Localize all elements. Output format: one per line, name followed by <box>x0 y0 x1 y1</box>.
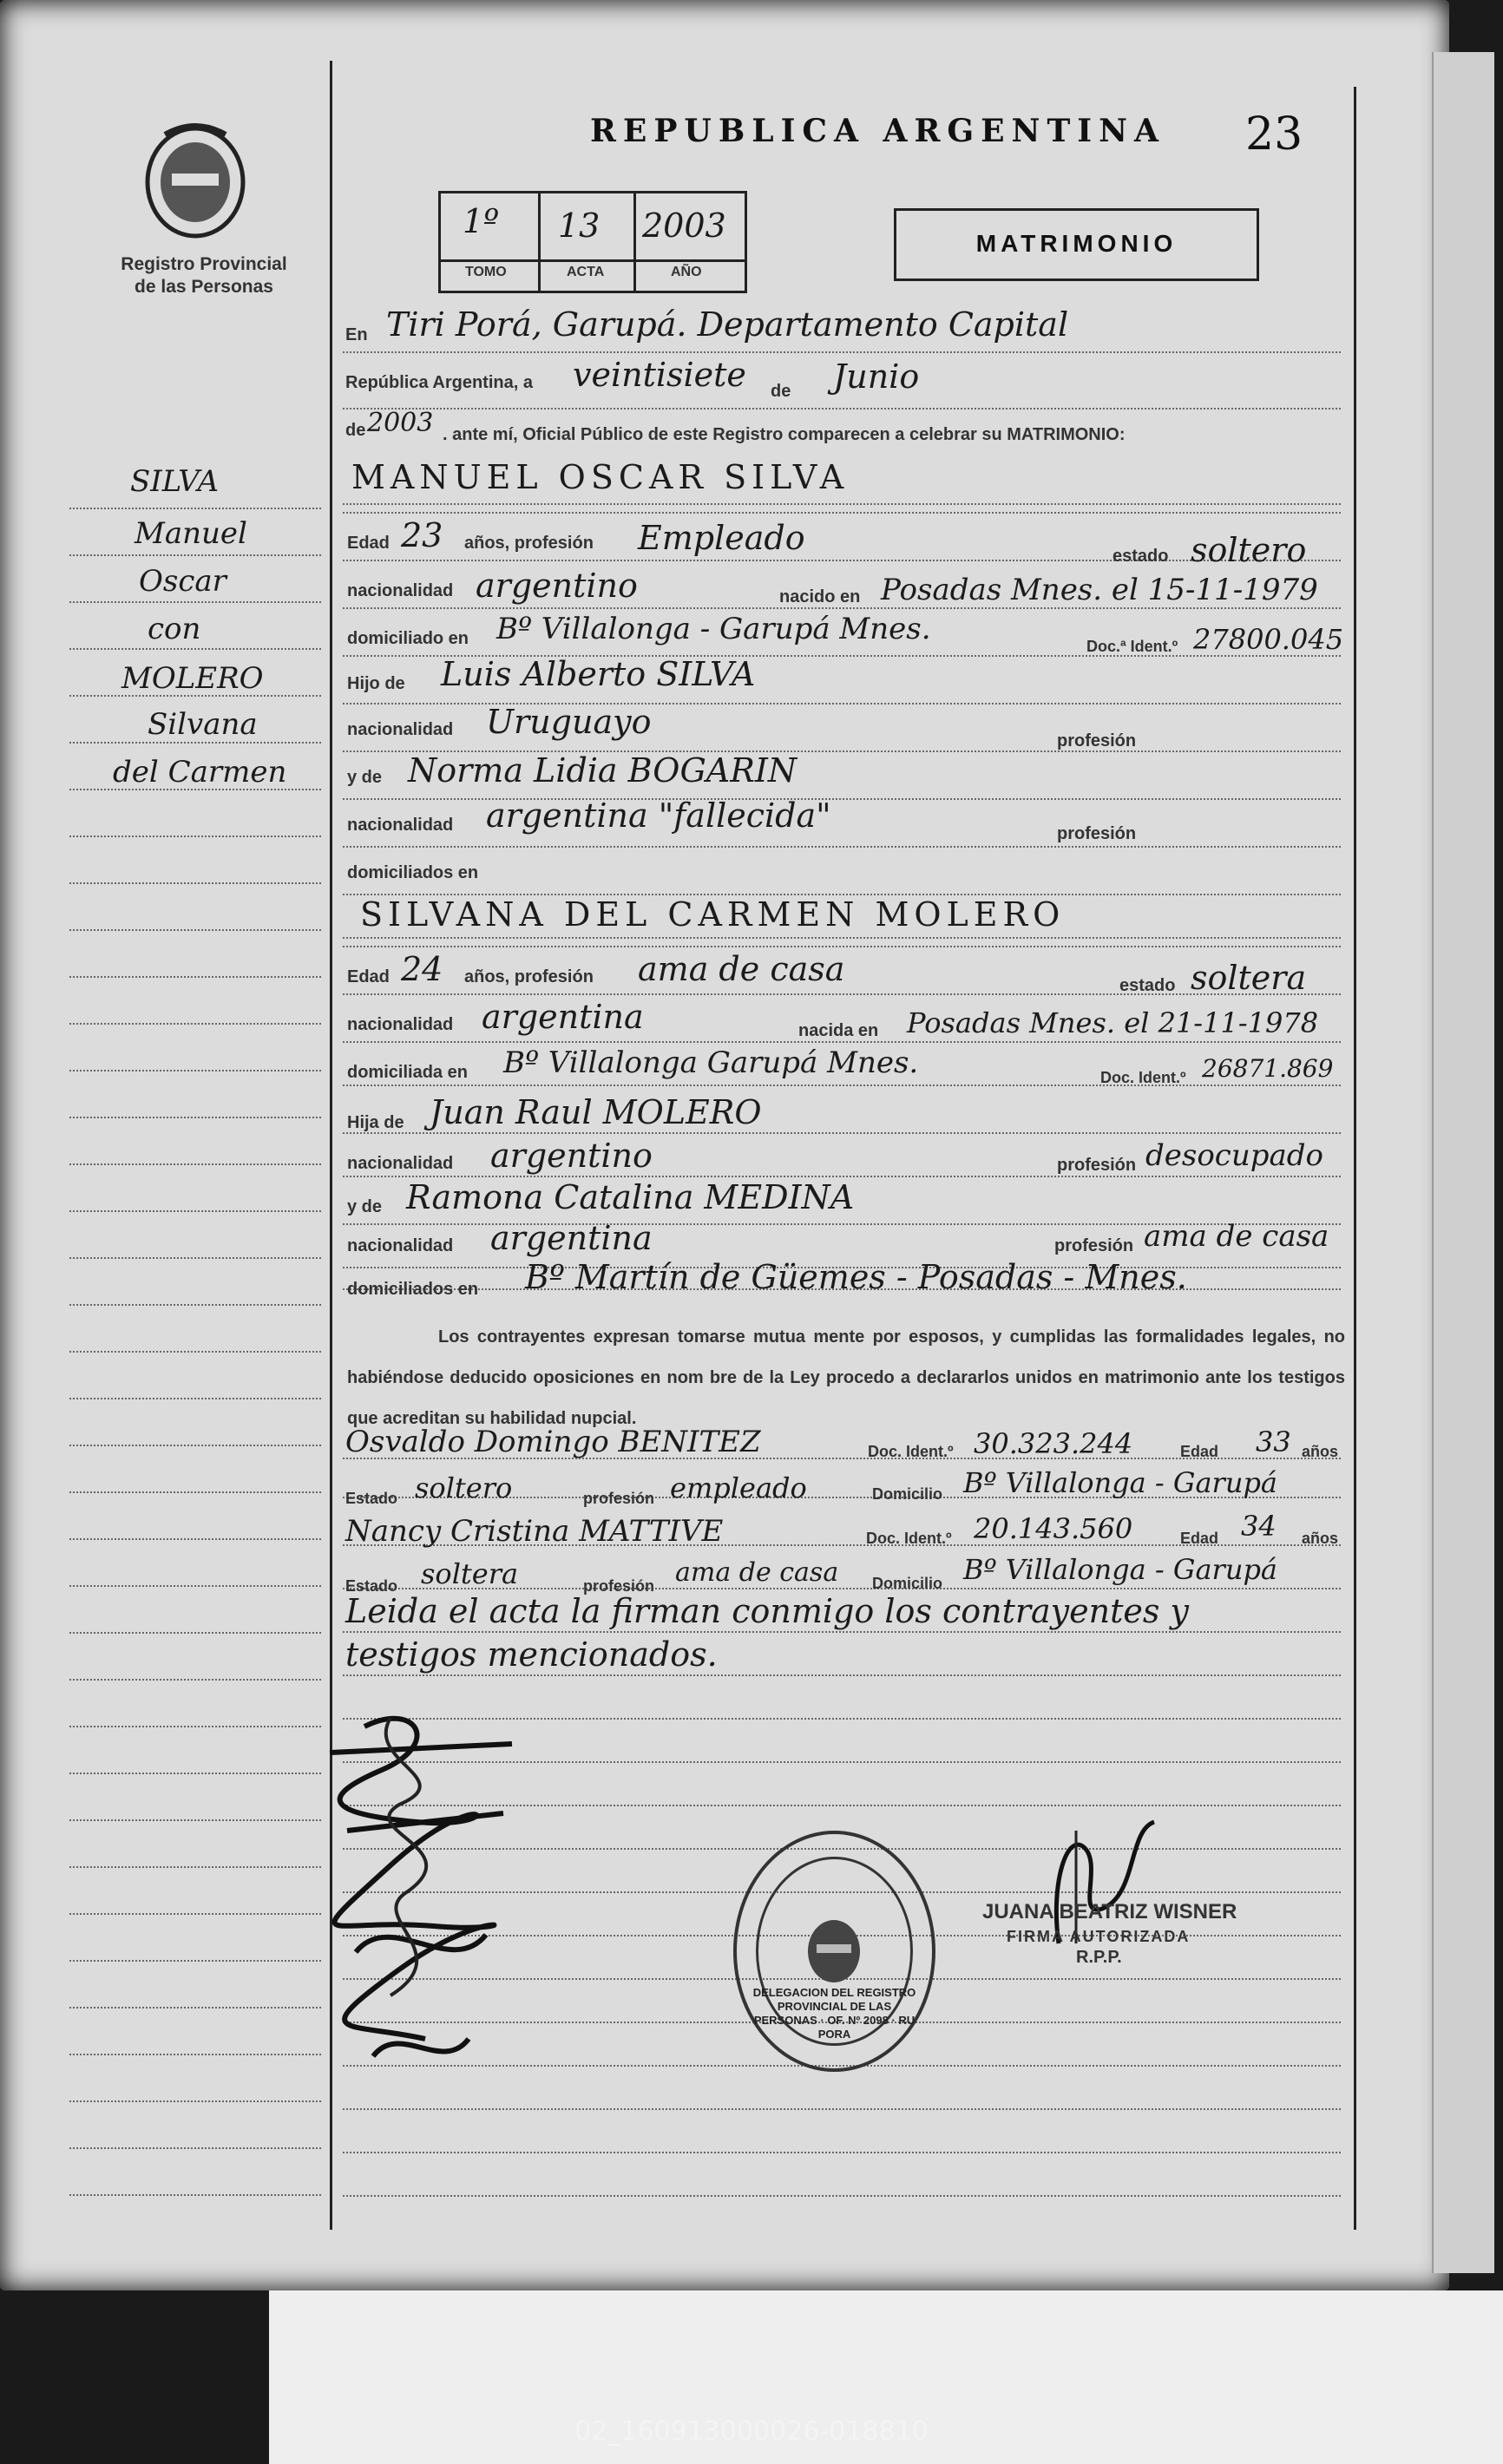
bride-nacionalidad: argentina <box>482 998 644 1036</box>
certificate-type-box <box>894 208 1259 281</box>
groom-nacido: Posadas Mnes. el 15-11-1979 <box>881 573 1318 607</box>
margin-rule <box>69 1351 321 1353</box>
form-rule <box>343 512 1341 514</box>
witness1-doc-label: Doc. Ident.º <box>868 1443 954 1460</box>
margin-rule <box>69 1398 321 1399</box>
margin-note-line: con <box>148 612 201 646</box>
form-rule <box>343 1631 1341 1633</box>
margin-rule <box>69 554 321 556</box>
margin-rule <box>69 1023 321 1025</box>
witness2-name: Nancy Cristina MATTIVE <box>345 1514 724 1549</box>
margin-rule <box>69 1866 321 1868</box>
form-rule <box>343 607 1341 609</box>
margin-note-line: MOLERO <box>121 661 264 696</box>
bride-nacida-label: nacida en <box>798 1021 879 1040</box>
bride-hija-label: Hija de <box>347 1113 404 1132</box>
form-rule <box>343 846 1341 848</box>
official-title: FIRMA AUTORIZADA <box>1007 1928 1191 1945</box>
witness1-prof: empleado <box>670 1471 807 1504</box>
margin-rule <box>69 976 321 978</box>
ceremony-place: Tiri Porá, Garupá. Departamento Capital <box>386 305 1069 344</box>
bride-domiciliados-label: domiciliados en <box>347 1280 479 1299</box>
certificate-type: MATRIMONIO <box>975 230 1178 257</box>
form-rule <box>343 1132 1341 1134</box>
groom-mother-label: y de <box>347 768 383 787</box>
groom-father-nac: Uruguayo <box>486 703 652 741</box>
bride-nacida: Posadas Mnes. el 21-11-1978 <box>907 1006 1319 1039</box>
witness2-prof-label: profesión <box>583 1577 655 1595</box>
bride-father-prof: desocupado <box>1145 1138 1324 1173</box>
tomo-label: TOMO <box>465 265 507 279</box>
margin-rule <box>69 1445 321 1446</box>
bride-domicilio: Bº Villalonga Garupá Mnes. <box>503 1045 919 1080</box>
bride-father: Juan Raul MOLERO <box>430 1093 762 1131</box>
record-box <box>438 191 747 293</box>
ceremony-year: 2003 <box>367 408 434 438</box>
tomo-value: 1º <box>463 202 500 240</box>
ano-value: 2003 <box>642 206 726 245</box>
form-rule <box>343 1041 1341 1043</box>
groom-edad: 23 <box>401 516 443 554</box>
groom-doc-label: Doc.ª Ident.º <box>1086 638 1178 655</box>
margin-note-line: Oscar <box>139 564 226 599</box>
margin-rule <box>69 695 321 697</box>
witness2-domicilio-label: Domicilio <box>872 1575 943 1592</box>
witness2-estado-label: Estado <box>345 1577 398 1595</box>
form-rule <box>343 1674 1341 1676</box>
month-de-label: de <box>771 382 791 401</box>
witness2-doc-label: Doc. Ident.º <box>866 1530 952 1547</box>
witness1-domicilio: Bº Villalonga - Garupá <box>963 1466 1277 1499</box>
bride-name: SILVANA DEL CARMEN MOLERO <box>360 895 1066 934</box>
groom-father-nac-label: nacionalidad <box>347 720 454 739</box>
margin-note-line: Silvana <box>148 707 258 742</box>
closing-line-2: testigos mencionados. <box>345 1635 718 1674</box>
margin-rule <box>69 1773 321 1774</box>
form-rule <box>343 2108 1341 2110</box>
witness2-prof: ama de casa <box>675 1557 839 1588</box>
groom-mother-nac-label: nacionalidad <box>347 816 454 835</box>
witness1-prof-label: profesión <box>583 1490 655 1507</box>
ano-label: AÑO <box>671 265 702 279</box>
groom-estado: soltero <box>1191 531 1307 569</box>
witness1-name: Osvaldo Domingo BENITEZ <box>345 1425 761 1459</box>
margin-rule <box>69 1726 321 1727</box>
witness2-edad: 34 <box>1241 1510 1277 1543</box>
margin-rule <box>69 2147 321 2149</box>
margin-rule <box>69 2194 321 2196</box>
groom-domicilio: Bº Villalonga - Garupá Mnes. <box>496 612 931 646</box>
form-rule <box>343 351 1341 353</box>
bride-profesion-label: años, profesión <box>464 967 594 986</box>
margin-rule <box>69 1960 321 1962</box>
signature-scribble <box>312 1692 538 2100</box>
bride-estado: soltera <box>1191 959 1307 997</box>
groom-mother-nac: argentina "fallecida" <box>486 796 831 835</box>
bride-mother-nac-label: nacionalidad <box>347 1236 454 1255</box>
groom-domiciliados-label: domiciliados en <box>347 863 479 882</box>
intro-statement: . ante mí, Oficial Público de este Registro comparecen a celebrar su MATRIMONIO: <box>443 425 1126 444</box>
margin-rule <box>69 1585 321 1587</box>
bride-domiciliados: Bº Martín de Güemes - Posadas - Mnes. <box>525 1258 1187 1296</box>
groom-estado-label: estado <box>1112 547 1169 566</box>
margin-rule <box>69 882 321 884</box>
witness2-edad-label: Edad <box>1180 1530 1219 1547</box>
margin-rule <box>69 929 321 931</box>
margin-note-line: SILVA <box>130 464 220 499</box>
ceremony-day: veintisiete <box>573 356 746 394</box>
registry-name: Registro Provincial de las Personas <box>121 254 287 297</box>
witness1-edad: 33 <box>1256 1425 1291 1458</box>
form-rule <box>343 408 1341 410</box>
margin-rule <box>69 2007 321 2009</box>
seal-text: DELEGACION DEL REGISTRO PROVINCIAL DE LAS PERSONAS · OF. Nº 2098 · RU PORA <box>752 1986 916 2041</box>
page-number: 23 <box>1245 108 1303 161</box>
closing-line-1: Leida el acta la firman conmigo los contrayentes y <box>345 1592 1189 1630</box>
seal-crest-icon <box>804 1917 864 1986</box>
page-edge <box>1432 52 1494 2273</box>
registry-seal <box>733 1831 935 2072</box>
margin-rule <box>69 1491 321 1493</box>
margin-rule <box>69 1163 321 1165</box>
margin-rule <box>69 2100 321 2102</box>
margin-rule <box>69 1819 321 1821</box>
groom-edad-label: Edad <box>347 534 390 553</box>
bride-father-nac: argentino <box>490 1137 653 1175</box>
margin-rule <box>69 789 321 790</box>
witness1-estado: soltero <box>415 1471 513 1504</box>
file-caption: 02_160913000026-018810 <box>574 2416 929 2447</box>
year-de-label: de <box>345 421 366 440</box>
bride-profesion: ama de casa <box>638 950 845 988</box>
margin-rule <box>69 1117 321 1118</box>
bride-nac-label: nacionalidad <box>347 1015 454 1034</box>
bride-doc-label: Doc. Ident.º <box>1100 1069 1186 1086</box>
witness1-edad-label: Edad <box>1180 1443 1219 1460</box>
bride-father-nac-label: nacionalidad <box>347 1154 454 1173</box>
bride-father-prof-label: profesión <box>1057 1156 1137 1175</box>
margin-rule <box>69 1257 321 1259</box>
groom-mother-prof-label: profesión <box>1057 824 1137 843</box>
republic-label: República Argentina, a <box>345 373 533 392</box>
groom-profesion: Empleado <box>638 519 805 557</box>
groom-nacionalidad: argentino <box>476 567 638 605</box>
groom-hijo-label: Hijo de <box>347 674 405 693</box>
right-border <box>1354 87 1356 2230</box>
official-name: JUANA BEATRIZ WISNER <box>982 1900 1237 1923</box>
bride-edad: 24 <box>401 950 443 988</box>
margin-rule <box>69 1304 321 1306</box>
margin-rule <box>69 1679 321 1681</box>
ceremony-month: Junio <box>833 357 920 396</box>
form-rule <box>343 503 1341 505</box>
margin-rule <box>69 1070 321 1071</box>
bride-mother-prof-label: profesión <box>1054 1236 1134 1255</box>
bride-mother-nac: argentina <box>490 1219 653 1257</box>
official-org: R.P.P. <box>1076 1948 1122 1967</box>
groom-name: MANUEL OSCAR SILVA <box>351 458 850 496</box>
margin-rule <box>69 2054 321 2055</box>
groom-father: Luis Alberto SILVA <box>441 655 756 693</box>
provincial-crest-icon <box>139 121 252 243</box>
groom-doc: 27800.045 <box>1193 623 1344 656</box>
groom-profesion-label: años, profesión <box>464 534 594 553</box>
margin-rule <box>69 836 321 837</box>
witness1-anos-label: años <box>1302 1443 1339 1460</box>
margin-note-line: Manuel <box>135 516 247 551</box>
groom-nacido-label: nacido en <box>779 587 861 606</box>
form-rule <box>343 1085 1341 1086</box>
witness1-estado-label: Estado <box>345 1490 398 1507</box>
witness2-estado: soltera <box>421 1557 519 1590</box>
country-heading: REPUBLICA ARGENTINA <box>590 113 1165 149</box>
witness2-anos-label: años <box>1302 1530 1339 1547</box>
bride-mother-label: y de <box>347 1197 383 1216</box>
groom-mother: Norma Lidia BOGARIN <box>408 751 797 790</box>
form-rule <box>343 2152 1341 2153</box>
bride-estado-label: estado <box>1119 976 1176 995</box>
witness2-doc: 20.143.560 <box>974 1512 1133 1545</box>
form-rule <box>343 2195 1341 2197</box>
margin-rule <box>69 1538 321 1540</box>
margin-rule <box>69 742 321 744</box>
bride-edad-label: Edad <box>347 967 390 986</box>
margin-note-line: del Carmen <box>113 755 287 790</box>
en-label: En <box>345 325 368 344</box>
form-rule <box>343 946 1341 947</box>
groom-father-prof-label: profesión <box>1057 731 1137 750</box>
form-rule <box>343 1176 1341 1177</box>
form-rule <box>343 937 1341 939</box>
bride-mother: Ramona Catalina MEDINA <box>406 1178 855 1216</box>
declaration-text: Los contrayentes expresan tomarse mutua mente por esposos, y cumplidas las formalidades legales, no habiéndose deducido oposiciones en nom bre de la Ley procedo a declararlos unidos en matrimonio ante los testigos que acreditan su habilidad nupcial. <box>347 1327 1345 1428</box>
witness1-doc: 30.323.244 <box>974 1427 1133 1460</box>
groom-domicilio-label: domiciliado en <box>347 629 469 648</box>
groom-nac-label: nacionalidad <box>347 581 454 600</box>
witness1-domicilio-label: Domicilio <box>872 1485 943 1503</box>
margin-rule <box>69 648 321 650</box>
bride-domicilio-label: domiciliada en <box>347 1063 468 1082</box>
bride-doc: 26871.869 <box>1202 1054 1334 1083</box>
acta-value: 13 <box>558 206 601 245</box>
margin-rule <box>69 1913 321 1915</box>
margin-rule <box>69 601 321 603</box>
margin-rule <box>69 1210 321 1212</box>
margin-rule <box>69 508 321 509</box>
acta-label: ACTA <box>567 265 605 279</box>
witness2-domicilio: Bº Villalonga - Garupá <box>963 1553 1277 1586</box>
margin-rule <box>69 1632 321 1634</box>
bride-mother-prof: ama de casa <box>1144 1219 1329 1254</box>
